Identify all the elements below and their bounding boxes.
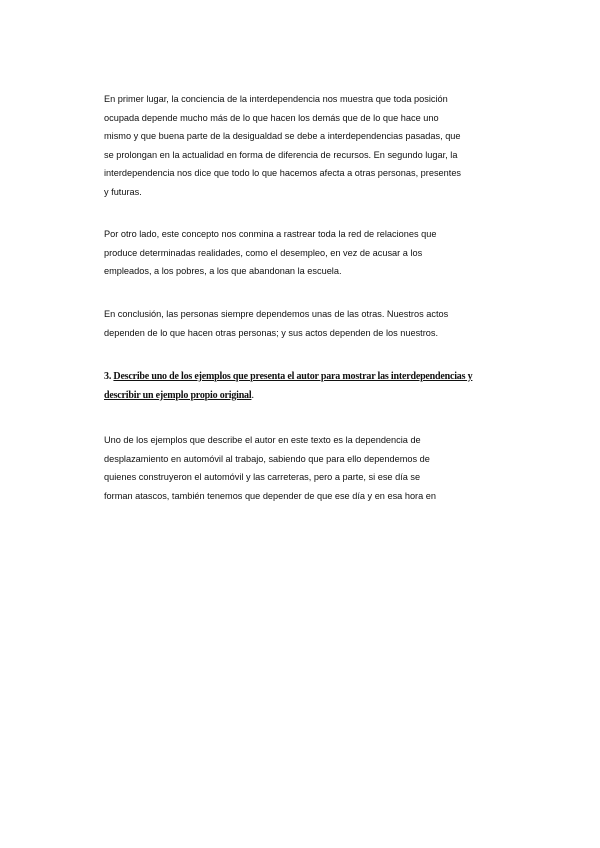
question-number: 3	[104, 371, 109, 382]
question-end: .	[251, 389, 254, 401]
text-line: En conclusión, las personas siempre dependemos unas de las otras. Nuestros actos	[104, 309, 449, 319]
text-line: y futuras.	[104, 186, 142, 197]
text-line: ocupada depende mucho más de lo que hacen los demás que de lo que hace uno	[104, 112, 439, 123]
paragraph-conclusion	[104, 305, 502, 342]
text-line: desplazamiento en automóvil al trabajo, sabiendo que para ello dependemos de	[104, 453, 430, 464]
text-line: mismo y que buena parte de la desigualdad se debe a interdependencias pasadas, que	[104, 131, 461, 142]
text-line: produce determinadas realidades, como el desempleo, en vez de acusar a los	[104, 247, 423, 258]
question-line: 3. Describe uno de los ejemplos que presenta el autor para mostrar las interdependencias y	[104, 371, 473, 382]
text-line: Uno de los ejemplos que describe el autor en este texto es la dependencia de	[104, 435, 421, 445]
question-text: Describe uno de los ejemplos que presenta el autor para mostrar las interdependencias y	[113, 371, 473, 382]
text-line: En primer lugar, la conciencia de la interdependencia nos muestra que toda posición	[104, 94, 448, 104]
text-line: empleados, a los pobres, a los que abandonan la escuela.	[104, 266, 342, 277]
text-line: interdependencia nos dice que todo lo que hacemos afecta a otras personas, presentes	[104, 168, 462, 179]
text-line: quienes construyeron el automóvil y las carreteras, pero a parte, si ese día se	[104, 472, 421, 483]
text-line: Por otro lado, este concepto nos conmina a rastrear toda la red de relaciones que	[104, 229, 437, 239]
text-line: se prolongan en la actualidad en forma de diferencia de recursos. En segundo lugar, la	[104, 149, 458, 160]
paragraph-interdependence-awareness	[104, 90, 502, 202]
paragraph-relations-network	[104, 225, 502, 281]
answer-paragraph	[104, 431, 502, 505]
question-text: describir un ejemplo propio original	[104, 389, 252, 401]
text-line: dependen de lo que hacen otras personas; y sus actos dependen de los nuestros.	[104, 327, 439, 338]
text-line: forman atascos, también tenemos que depender de que ese día y en esa hora en	[104, 490, 436, 501]
question-heading	[104, 368, 502, 405]
question-line	[104, 387, 502, 406]
